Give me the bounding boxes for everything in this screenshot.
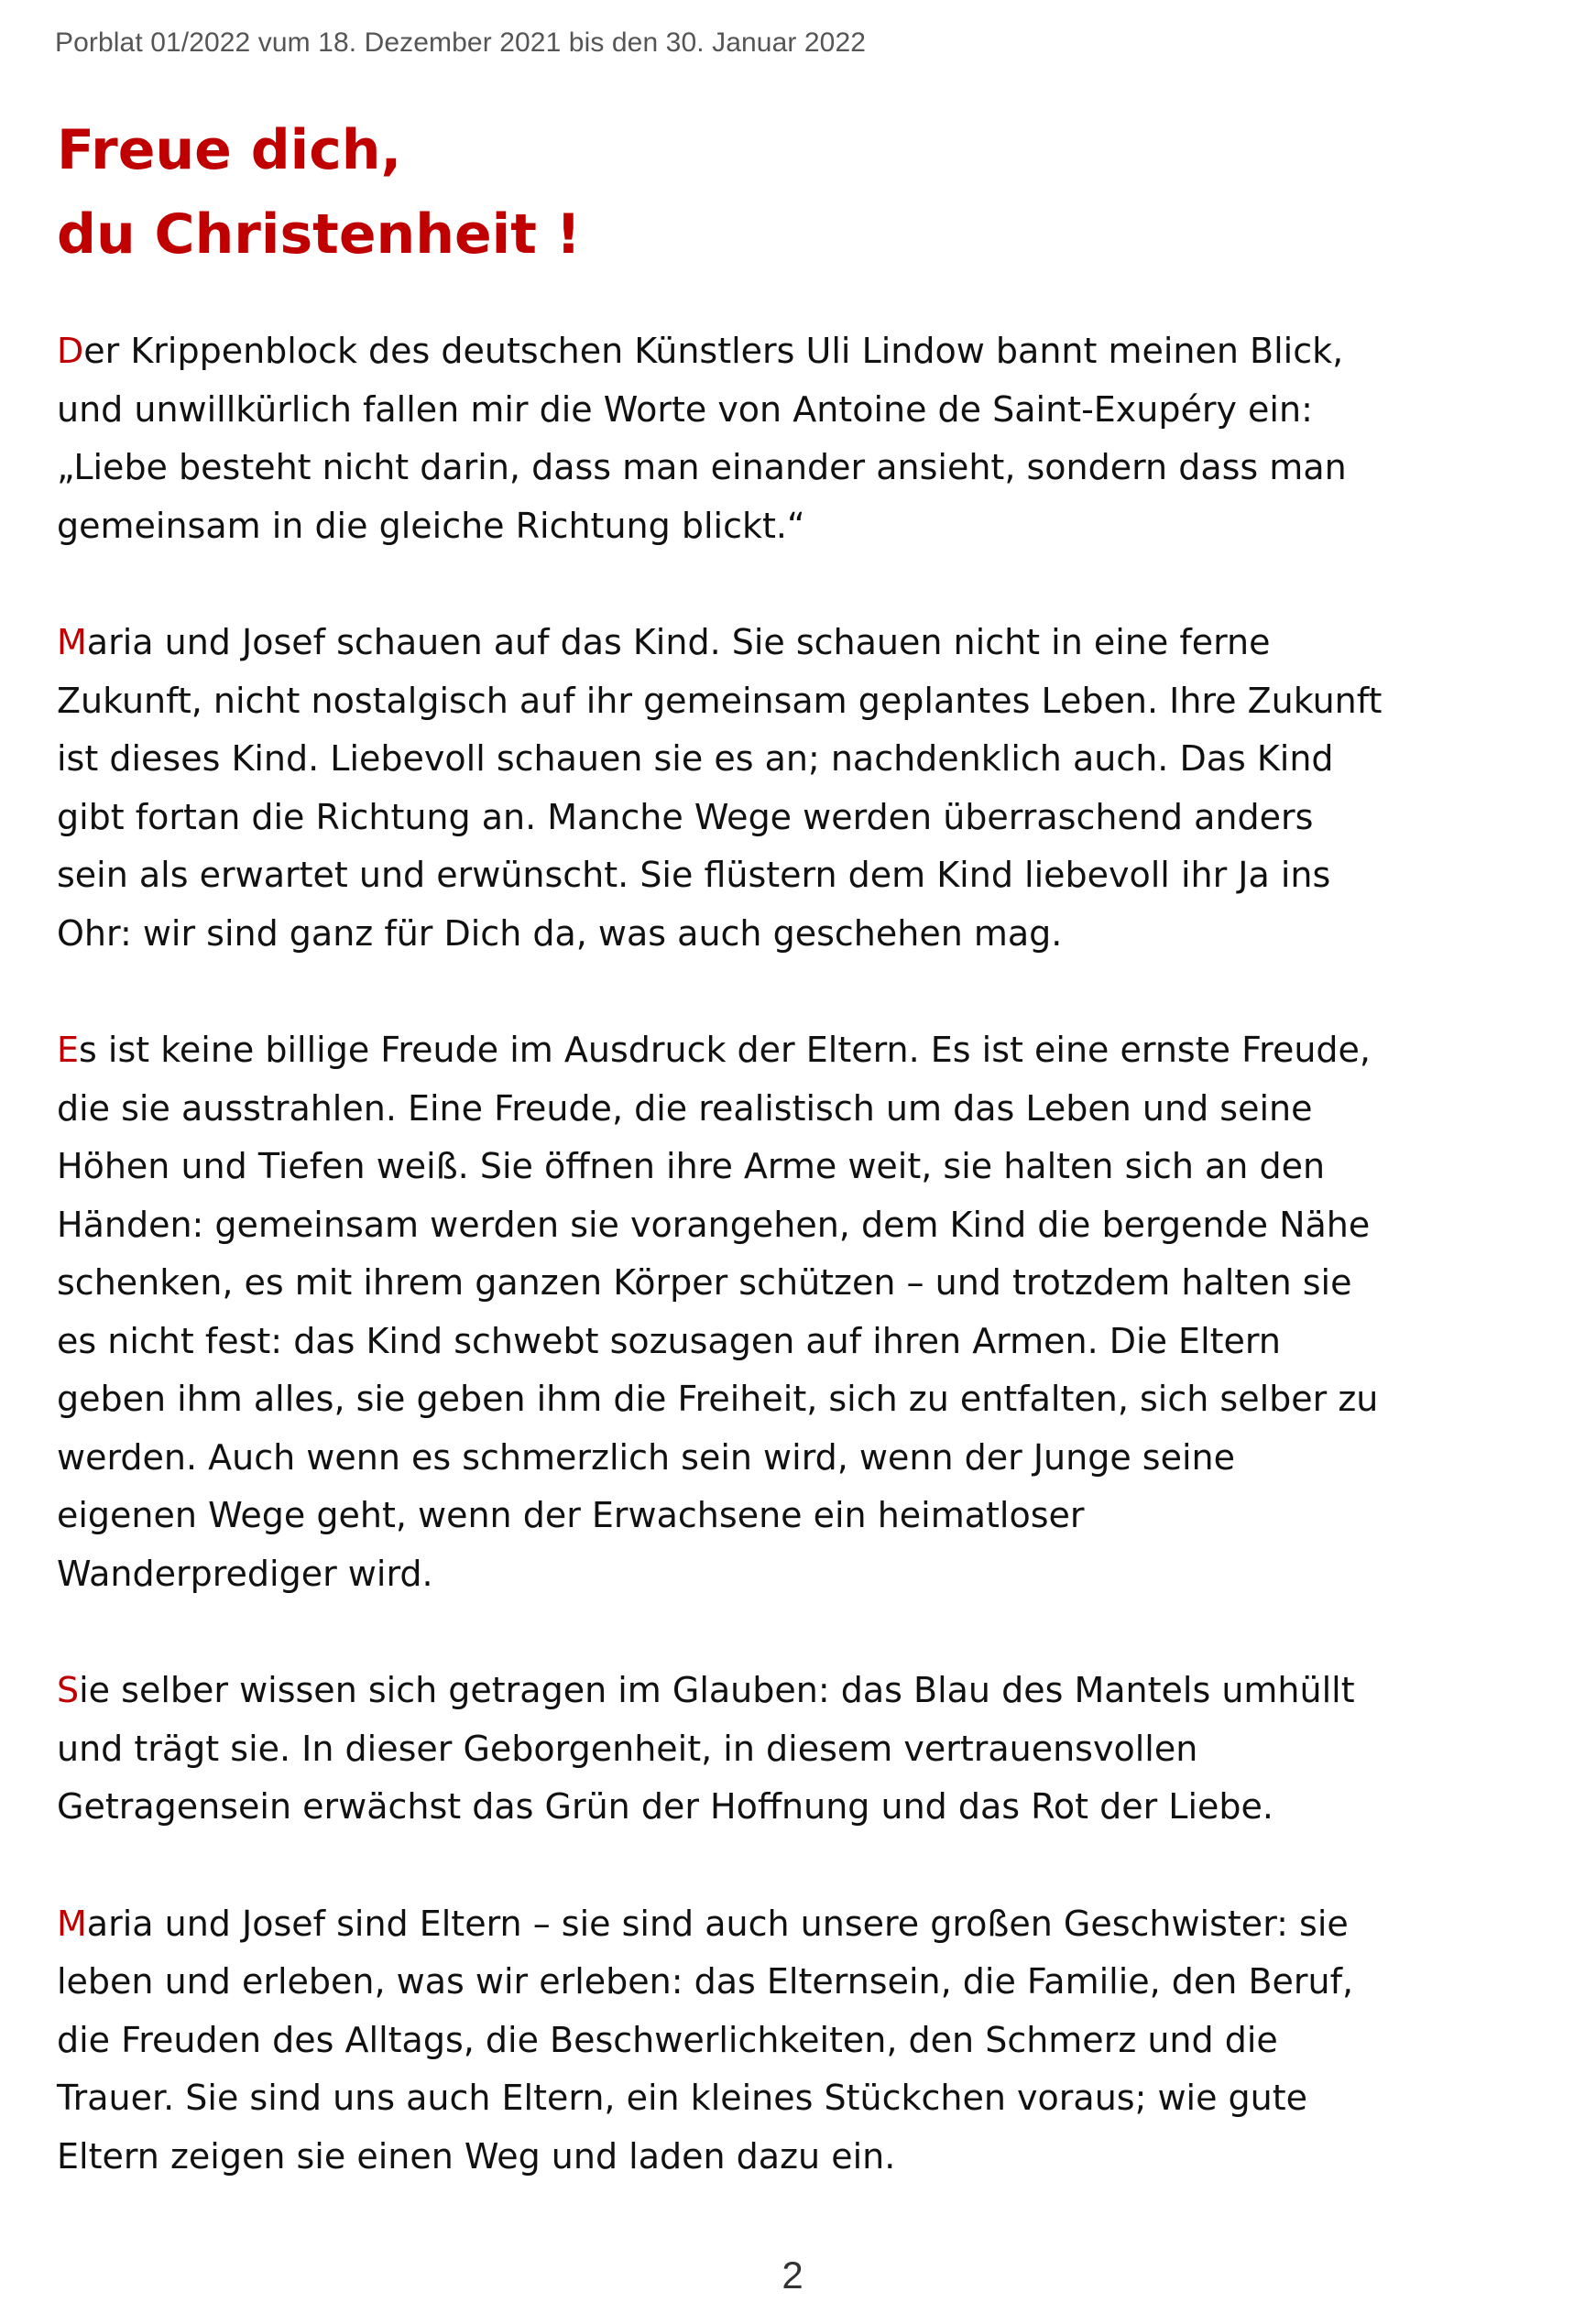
page-title: [57, 108, 581, 277]
text-line: Trauer. Sie sind uns auch Eltern, ein kleines Stückchen voraus; wie gute: [57, 2078, 1308, 2118]
initial-letter: D: [57, 331, 84, 371]
text-line: gibt fortan die Richtung an. Manche Wege werden überraschend anders: [57, 796, 1314, 837]
text-line-content: aria und Josef sind Eltern – sie sind auch unsere großen Geschwister: sie: [86, 1903, 1349, 1944]
text-line: leben und erleben, was wir erleben: das Elternsein, die Familie, den Beruf,: [57, 1961, 1354, 2002]
text-line: die Freuden des Alltags, die Beschwerlichkeiten, den Schmerz und die: [57, 2019, 1278, 2060]
text-line: werden. Auch wenn es schmerzlich sein wird, wenn der Junge seine: [57, 1436, 1235, 1478]
title-line-1: Freue dich,: [57, 118, 402, 182]
text-line: Händen: gemeinsam werden sie vorangehen, dem Kind die bergende Nähe: [57, 1204, 1371, 1245]
text-line: schenken, es mit ihrem ganzen Körper schützen – und trotzdem halten sie: [57, 1262, 1352, 1303]
article-body: [57, 322, 1541, 2244]
text-line: ist dieses Kind. Liebevoll schauen sie es an; nachdenklich auch. Das Kind: [57, 738, 1334, 779]
initial-letter: M: [57, 622, 87, 662]
text-line: und unwillkürlich fallen mir die Worte von Antoine de Saint-Exupéry ein:: [57, 388, 1313, 430]
text-line-content: ie selber wissen sich getragen im Glauben: das Blau des Mantels umhüllt: [79, 1670, 1355, 1710]
text-line: [57, 1021, 1541, 1080]
running-head: Porblat 01/2022 vum 18. Dezember 2021 bis den 30. Januar 2022: [55, 27, 867, 58]
text-line: [57, 614, 1541, 672]
text-line: Wanderprediger wird.: [57, 1553, 433, 1594]
initial-letter: E: [57, 1030, 80, 1070]
text-line: Getragensein erwächst das Grün der Hoffnung und das Rot der Liebe.: [57, 1786, 1273, 1827]
text-line: es nicht fest: das Kind schwebt sozusagen auf ihren Armen. Die Eltern: [57, 1320, 1281, 1361]
initial-letter: S: [57, 1670, 80, 1710]
text-line-content: aria und Josef schauen auf das Kind. Sie schauen nicht in eine ferne: [86, 622, 1271, 662]
text-line: Eltern zeigen sie einen Weg und laden dazu ein.: [57, 2135, 896, 2177]
text-line: Ohr: wir sind ganz für Dich da, was auch geschehen mag.: [57, 912, 1063, 954]
text-line: gemeinsam in die gleiche Richtung blickt.“: [57, 505, 805, 546]
text-line-content: er Krippenblock des deutschen Künstlers Uli Lindow bannt meinen Blick,: [83, 331, 1344, 371]
paragraph-3: [57, 1021, 1541, 1603]
text-line: Höhen und Tiefen weiß. Sie öffnen ihre Arme weit, sie halten sich an den: [57, 1146, 1326, 1186]
text-line: [57, 322, 1541, 381]
paragraph-1: [57, 322, 1541, 555]
text-line: und trägt sie. In dieser Geborgenheit, in diesem vertrauensvollen: [57, 1728, 1198, 1769]
text-line: geben ihm alles, sie geben ihm die Freiheit, sich zu entfalten, sich selber zu: [57, 1379, 1379, 1419]
text-line: [57, 1895, 1541, 1954]
text-line: „Liebe besteht nicht darin, dass man einander ansieht, sondern dass man: [57, 447, 1347, 487]
initial-letter: M: [57, 1903, 87, 1944]
paragraph-2: [57, 614, 1541, 963]
text-line: eigenen Wege geht, wenn der Erwachsene ein heimatloser: [57, 1495, 1085, 1535]
text-line: [57, 1662, 1541, 1720]
page-number: 2: [782, 2253, 803, 2297]
text-line: sein als erwartet und erwünscht. Sie flüstern dem Kind liebevoll ihr Ja ins: [57, 855, 1331, 895]
text-line: die sie ausstrahlen. Eine Freude, die realistisch um das Leben und seine: [57, 1087, 1313, 1129]
paragraph-5: [57, 1895, 1541, 2187]
paragraph-4: [57, 1662, 1541, 1837]
text-line: Zukunft, nicht nostalgisch auf ihr gemeinsam geplantes Leben. Ihre Zukunft: [57, 680, 1383, 721]
title-line-2: du Christenheit !: [57, 202, 582, 267]
text-line-content: s ist keine billige Freude im Ausdruck der Eltern. Es ist eine ernste Freude,: [79, 1030, 1371, 1070]
